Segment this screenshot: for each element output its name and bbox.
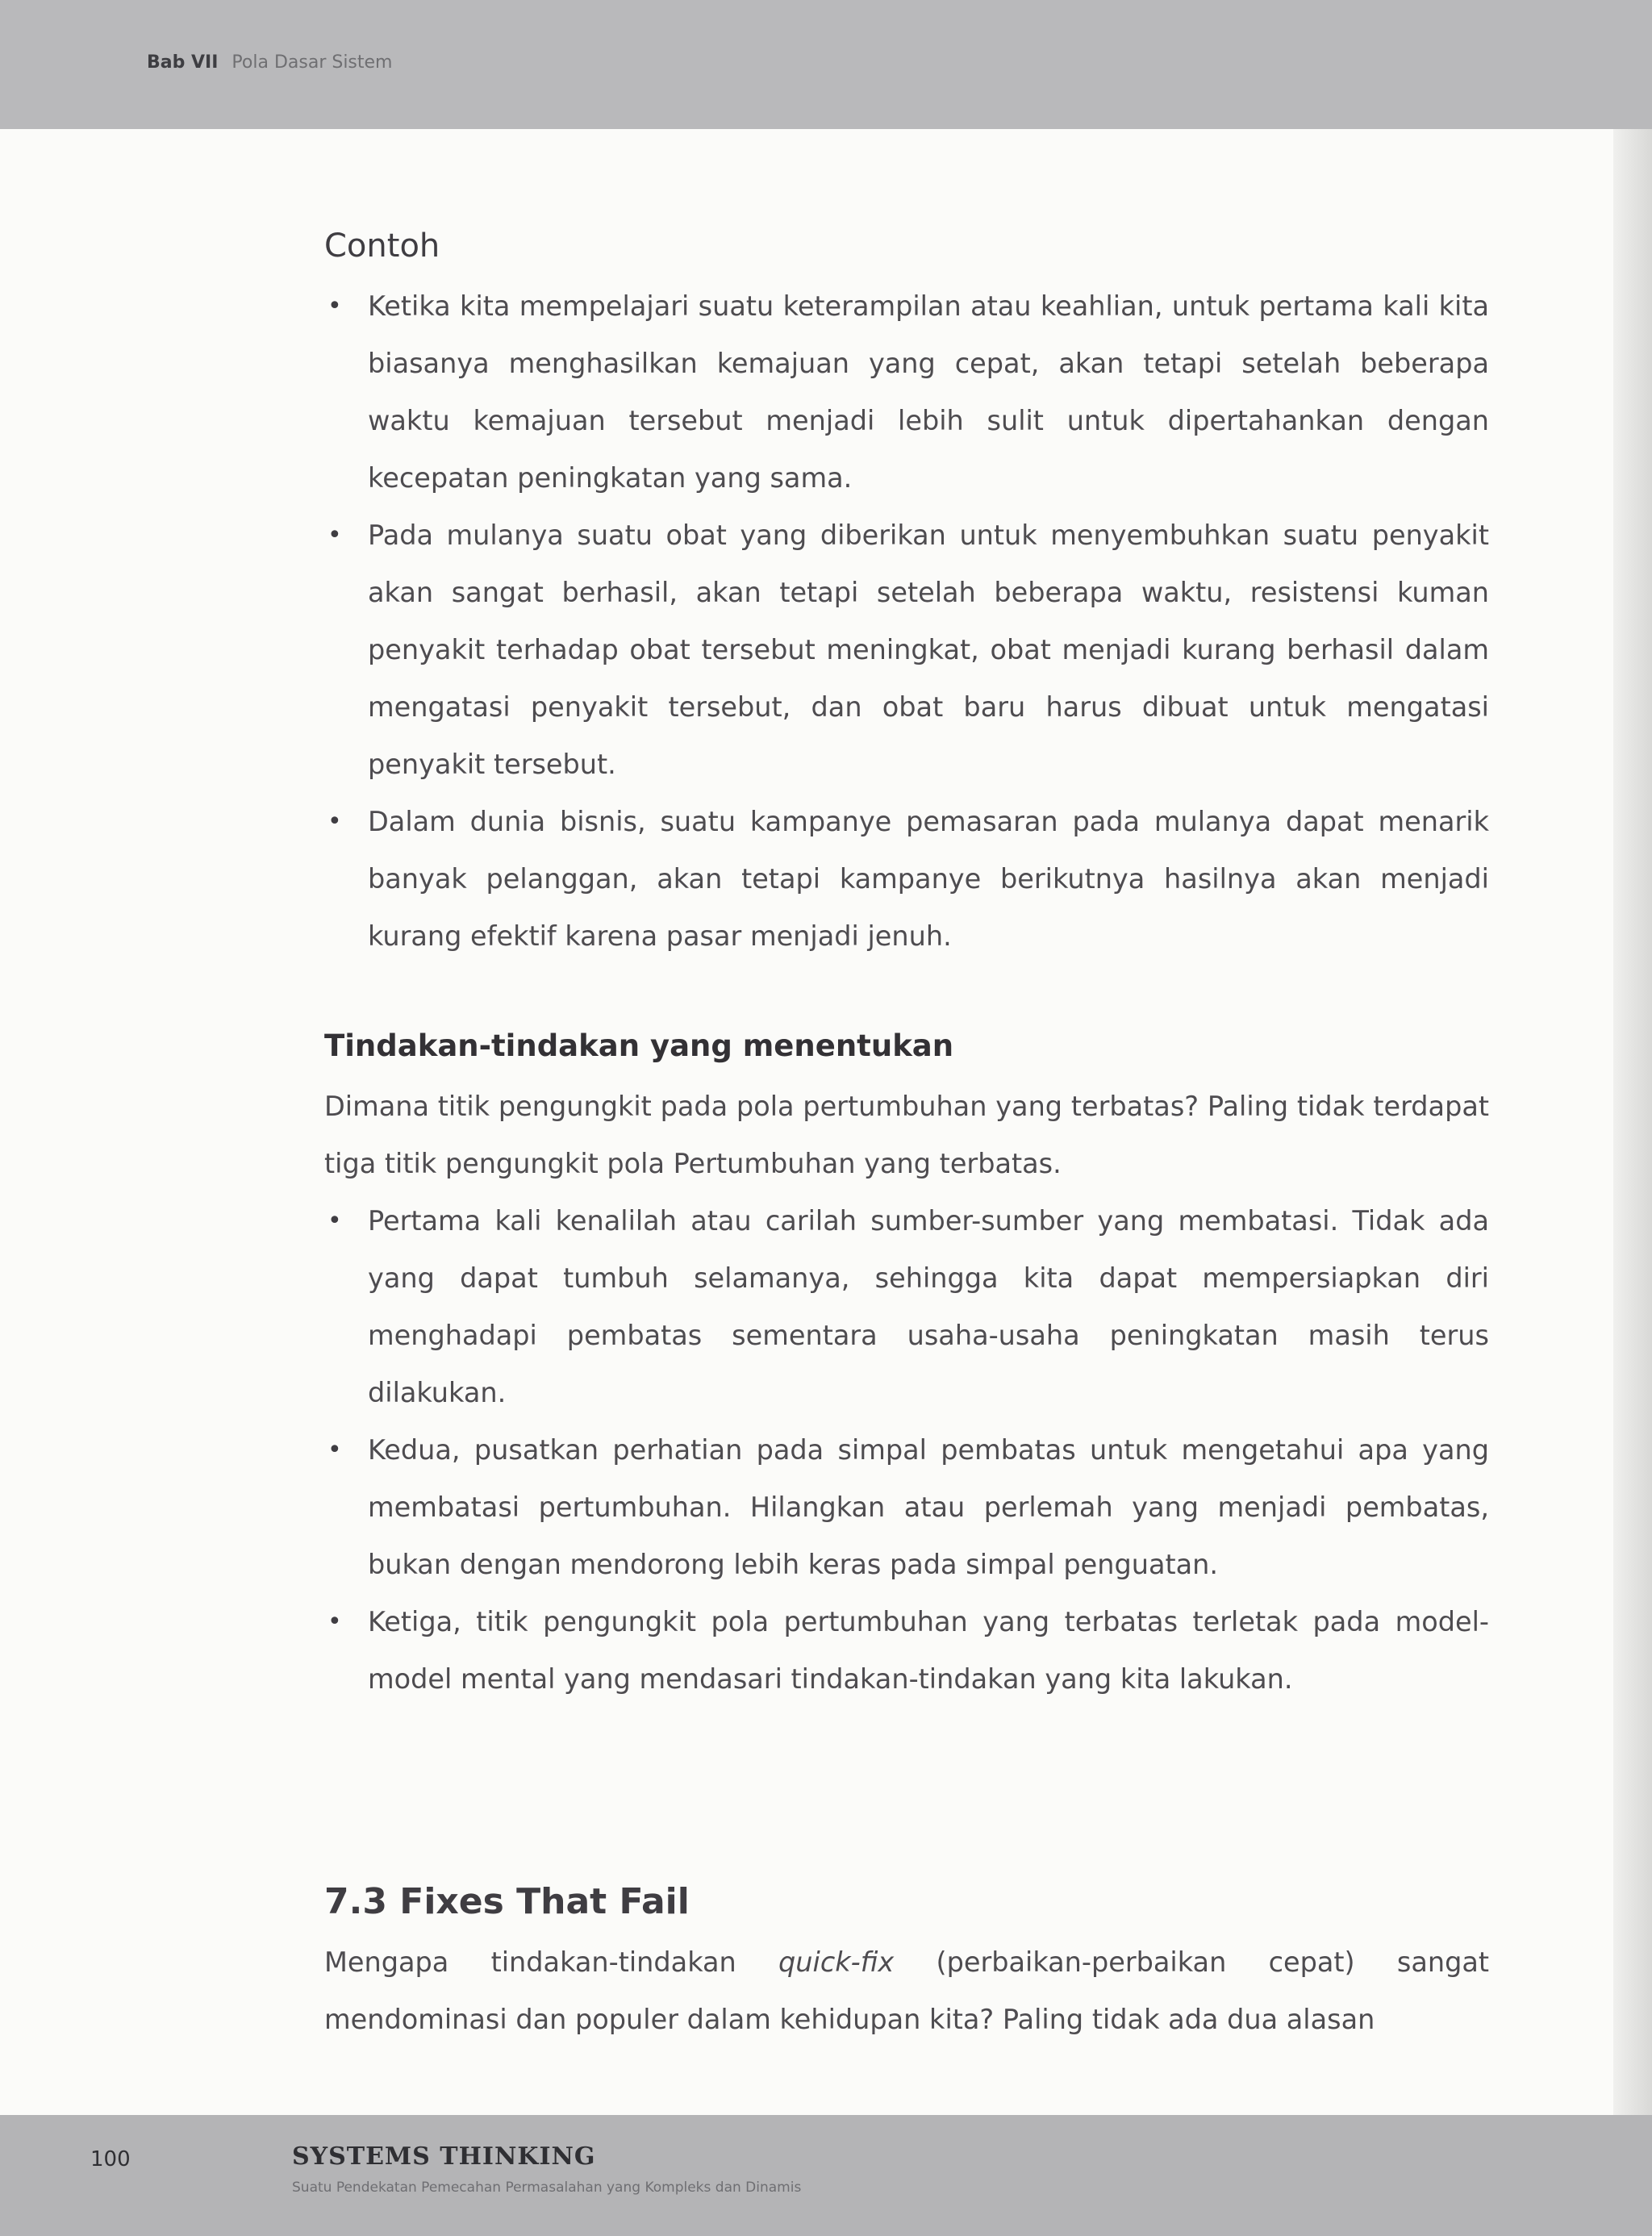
- list-item-text: Kedua, pusatkan perhatian pada simpal pembatas untuk mengetahui apa yang membatasi pertumbuhan. Hilangkan atau perlemah yang menjadi pembatas, bukan dengan mendorong lebih keras pada simpal penguatan.: [368, 1434, 1489, 1580]
- page-number: 100: [90, 2147, 131, 2171]
- section-paragraph-end: (perbaikan-perbaikan cepat) sangat mendominasi dan populer dalam kehidupan kita? Paling tidak ada dua alasan: [324, 1946, 1490, 2035]
- book-title: SYSTEMS THINKING: [292, 2142, 596, 2171]
- bullet-icon: •: [327, 292, 342, 320]
- tindakan-list: [324, 1192, 1489, 1708]
- list-item: [324, 277, 1489, 507]
- list-item-text: Dalam dunia bisnis, suatu kampanye pemasaran pada mulanya dapat menarik banyak pelanggan, akan tetapi kampanye berikutnya hasilnya akan menjadi kurang efektif karena pasar menjadi jenuh.: [368, 806, 1489, 952]
- running-header-text: [147, 52, 393, 74]
- list-item-text: Ketiga, titik pengungkit pola pertumbuhan yang terbatas terletak pada model-model mental yang mendasari tindakan-tindakan yang kita lakukan.: [368, 1606, 1489, 1695]
- section-paragraph-start: Mengapa tindakan-tindakan: [324, 1946, 779, 1978]
- bullet-icon: •: [327, 1608, 342, 1636]
- contoh-heading: Contoh: [324, 227, 440, 265]
- bullet-icon: •: [327, 521, 342, 549]
- section-paragraph: [324, 1934, 1489, 2048]
- chapter-label: Bab VII: [147, 52, 219, 73]
- list-item: [324, 1192, 1489, 1421]
- contoh-list: [324, 277, 1489, 965]
- list-item: [324, 793, 1489, 965]
- list-item: [324, 1593, 1489, 1708]
- page-body: [324, 219, 1489, 2048]
- list-item: [324, 1421, 1489, 1593]
- list-item-text: Pertama kali kenalilah atau carilah sumber-sumber yang membatasi. Tidak ada yang dapat tumbuh selamanya, sehingga kita dapat mempersiapkan diri menghadapi pembatas sementara usaha-usaha peningkatan masih terus dilakukan.: [368, 1205, 1489, 1408]
- chapter-subtitle: Pola Dasar Sistem: [232, 52, 393, 73]
- bullet-icon: •: [327, 1207, 342, 1235]
- page-edge-shadow: [1613, 0, 1652, 2236]
- list-item: [324, 507, 1489, 793]
- section-paragraph-italic: quick-fix: [778, 1946, 895, 1978]
- tindakan-heading: Tindakan-tindakan yang menentukan: [324, 1028, 954, 1063]
- section-title: 7.3 Fixes That Fail: [324, 1881, 690, 1922]
- running-footer: [0, 2115, 1652, 2236]
- list-item-text: Pada mulanya suatu obat yang diberikan untuk menyembuhkan suatu penyakit akan sangat berhasil, akan tetapi setelah beberapa waktu, resistensi kuman penyakit terhadap obat tersebut meningkat, obat menjadi kurang berhasil dalam mengatasi penyakit tersebut, dan obat baru harus dibuat untuk mengatasi penyakit tersebut.: [368, 519, 1489, 780]
- bullet-icon: •: [327, 807, 342, 836]
- tindakan-intro: Dimana titik pengungkit pada pola pertumbuhan yang terbatas? Paling tidak terdapat tiga titik pengungkit pola Pertumbuhan yang terbatas.: [324, 1091, 1489, 1179]
- running-header: [0, 0, 1652, 129]
- bullet-icon: •: [327, 1436, 342, 1464]
- book-subtitle: Suatu Pendekatan Pemecahan Permasalahan yang Kompleks dan Dinamis: [292, 2180, 802, 2196]
- list-item-text: Ketika kita mempelajari suatu keterampilan atau keahlian, untuk pertama kali kita biasanya menghasilkan kemajuan yang cepat, akan tetapi setelah beberapa waktu kemajuan tersebut menjadi lebih sulit untuk dipertahankan dengan kecepatan peningkatan yang sama.: [368, 290, 1489, 494]
